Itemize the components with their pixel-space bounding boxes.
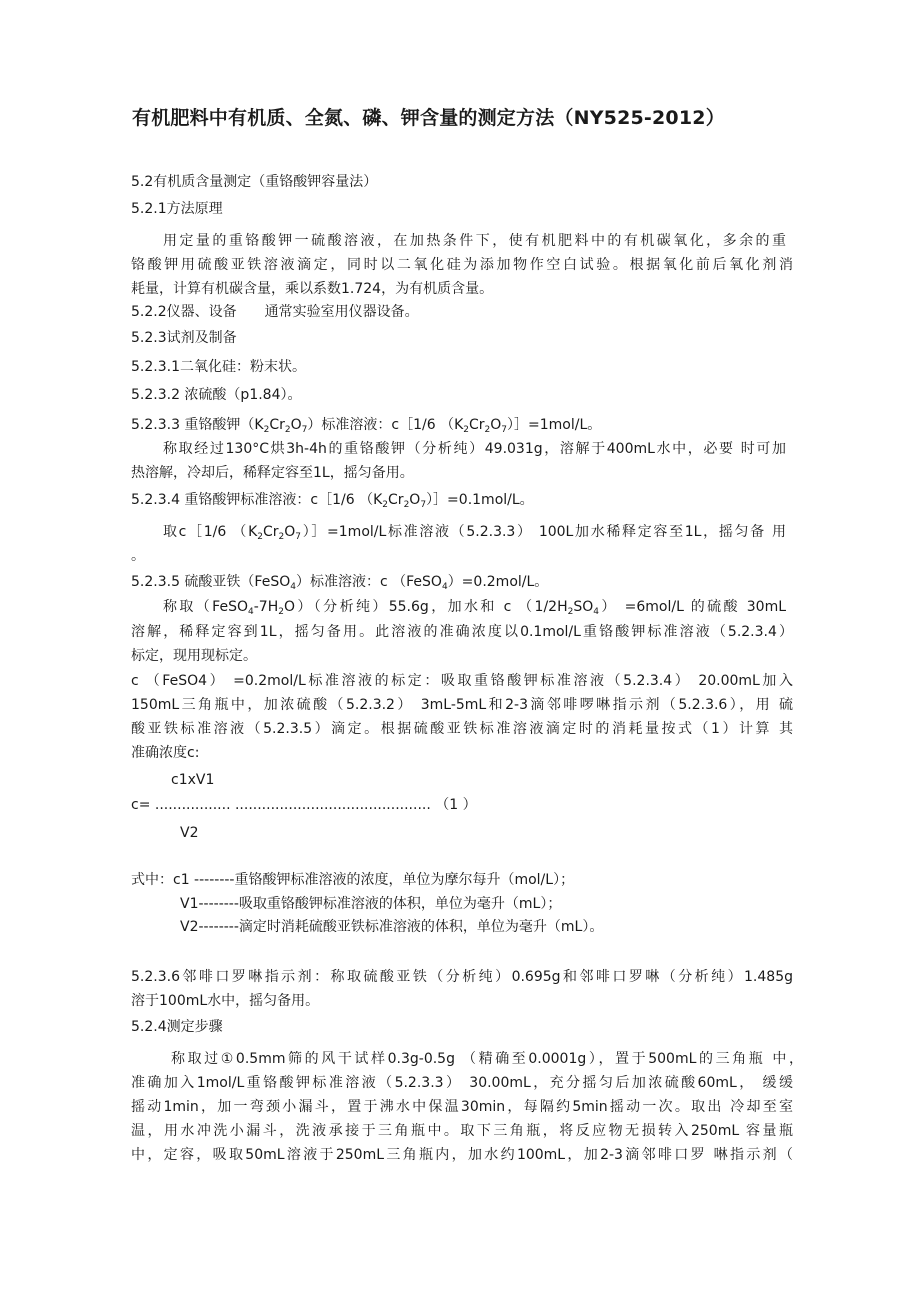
principle-line-2: 铬酸钾用硫酸亚铁溶液滴定，同时以二氧化硅为添加物作空白试验。根据氧化前后氧化剂消 bbox=[131, 257, 793, 273]
reagent-5-2-3-5: 5.2.3.5 硫酸亚铁（FeSO$_4$）标准溶液：c （FeSO$_4$）=0.2mol/L。 bbox=[131, 574, 549, 592]
reagent-5-2-3-6-line-2: 溶于100mL水中，摇匀备用。 bbox=[131, 993, 320, 1009]
reagent-5-2-3-4: 5.2.3.4 重铬酸钾标准溶液：c［1/6 $(K_2Cr_2O_7)]=0.1mol/L$。 bbox=[131, 492, 534, 510]
where-c1: 式中：c1 --------重铬酸钾标准溶液的浓度，单位为摩尔每升（mol/L）； bbox=[131, 872, 575, 888]
reagent-5-2-3-2: 5.2.3.2 浓硫酸（p1.84）。 bbox=[131, 387, 302, 403]
reagent-5-2-3-5-line-1: 称取$(FeSO_4-7H_2O)$（分析纯）55.6g，加水和 c $(1/2H_2SO_4) =6mol/L$ 的硫酸 30mL bbox=[163, 599, 787, 617]
section-heading-5-2-2: 5.2.2仪器、设备 通常实验室用仪器设备。 bbox=[131, 304, 419, 320]
steps-line-5: 中，定容，吸取50mL溶液于250mL三角瓶内，加水约100mL，加2-3滴邻啡口罗 啉指示剂（ bbox=[131, 1147, 793, 1163]
section-heading-5-2: 5.2有机质含量测定（重铬酸钾容量法） bbox=[131, 174, 378, 190]
reagent-5-2-3-5-line-3: 标定，现用现标定。 bbox=[131, 648, 257, 664]
reagent-5-2-3-4-line-2: 。 bbox=[131, 548, 145, 564]
reagent-5-2-3-6-line-1: 5.2.3.6邻啡口罗啉指示剂：称取硫酸亚铁（分析纯）0.695g和邻啡口罗啉（分析纯）1.485g bbox=[131, 969, 793, 985]
formula-line: c= ................. ............................................ （1 ） bbox=[131, 797, 477, 813]
reagent-5-2-3-4-line-1: 取c［1/6 $(K_2Cr_2O_7)]=1mol/L$标准溶液（5.2.3.3） 100L加水稀释定容至1L，摇匀备 用 bbox=[163, 524, 786, 542]
formula-numerator: c1xV1 bbox=[171, 772, 215, 788]
where-v2: V2--------滴定时消耗硫酸亚铁标准溶液的体积，单位为毫升（mL）。 bbox=[180, 919, 604, 935]
steps-line-3: 摇动1min，加一弯颈小漏斗，置于沸水中保温30min，每隔约5min摇动一次。取出 冷却至室 bbox=[131, 1099, 793, 1115]
reagent-5-2-3-5-line-2: 溶解，稀释定容到1L，摇匀备用。此溶液的准确浓度以0.1mol/L重铬酸钾标准溶液（5.2.3.4） bbox=[131, 624, 793, 640]
section-heading-5-2-1: 5.2.1方法原理 bbox=[131, 201, 223, 217]
section-heading-5-2-3: 5.2.3试剂及制备 bbox=[131, 330, 237, 346]
section-heading-5-2-4: 5.2.4测定步骤 bbox=[131, 1019, 223, 1035]
reagent-5-2-3-3-line-1: 称取经过130°C烘3h-4h的重铬酸钾（分析纯）49.031g，溶解于400mL水中，必要 时可加 bbox=[163, 441, 786, 457]
reagent-5-2-3-3-line-2: 热溶解，冷却后，稀释定容至1L，摇匀备用。 bbox=[131, 465, 414, 481]
calibration-line-3: 酸亚铁标准溶液（5.2.3.5）滴定。根据硫酸亚铁标准溶液滴定时的消耗量按式（1）计算 其 bbox=[131, 721, 793, 737]
formula-denominator: V2 bbox=[180, 825, 199, 841]
calibration-line-4: 准确浓度c: bbox=[131, 745, 200, 761]
where-v1: V1--------吸取重铬酸钾标准溶液的体积，单位为毫升（mL）； bbox=[180, 896, 562, 912]
reagent-5-2-3-1: 5.2.3.1二氧化硅：粉末状。 bbox=[131, 359, 306, 375]
page-title: 有机肥料中有机质、全氮、磷、钾含量的测定方法（NY525-2012） bbox=[132, 107, 725, 129]
steps-line-1: 称取过①0.5mm筛的风干试样0.3g-0.5g （精确至0.0001g），置于500mL的三角瓶 中， bbox=[171, 1051, 803, 1067]
reagent-5-2-3-3: 5.2.3.3 重铬酸钾$(K_2Cr_2O_7)$标准溶液：c［1/6 $(K_2Cr_2O_7)]=1mol/L$。 bbox=[131, 417, 602, 435]
steps-line-4: 温，用水冲洗小漏斗，洗液承接于三角瓶中。取下三角瓶，将反应物无损转入250mL 容量瓶 bbox=[131, 1123, 793, 1139]
principle-line-3: 耗量，计算有机碳含量，乘以系数1.724，为有机质含量。 bbox=[131, 281, 494, 297]
calibration-line-1: c （FeSO4） =0.2mol/L标准溶液的标定：吸取重铬酸钾标准溶液（5.2.3.4） 20.00mL加入 bbox=[131, 673, 793, 689]
steps-line-2: 准确加入1mol/L重铬酸钾标准溶液（5.2.3.3） 30.00mL，充分摇匀后加浓硫酸60mL， 缓缓 bbox=[131, 1075, 793, 1091]
calibration-line-2: 150mL三角瓶中，加浓硫酸（5.2.3.2） 3mL-5mL和2-3滴邻啡啰啉指示剂（5.2.3.6），用 硫 bbox=[131, 697, 793, 713]
principle-line-1: 用定量的重铬酸钾一硫酸溶液，在加热条件下，使有机肥料中的有机碳氧化，多余的重 bbox=[163, 233, 786, 249]
